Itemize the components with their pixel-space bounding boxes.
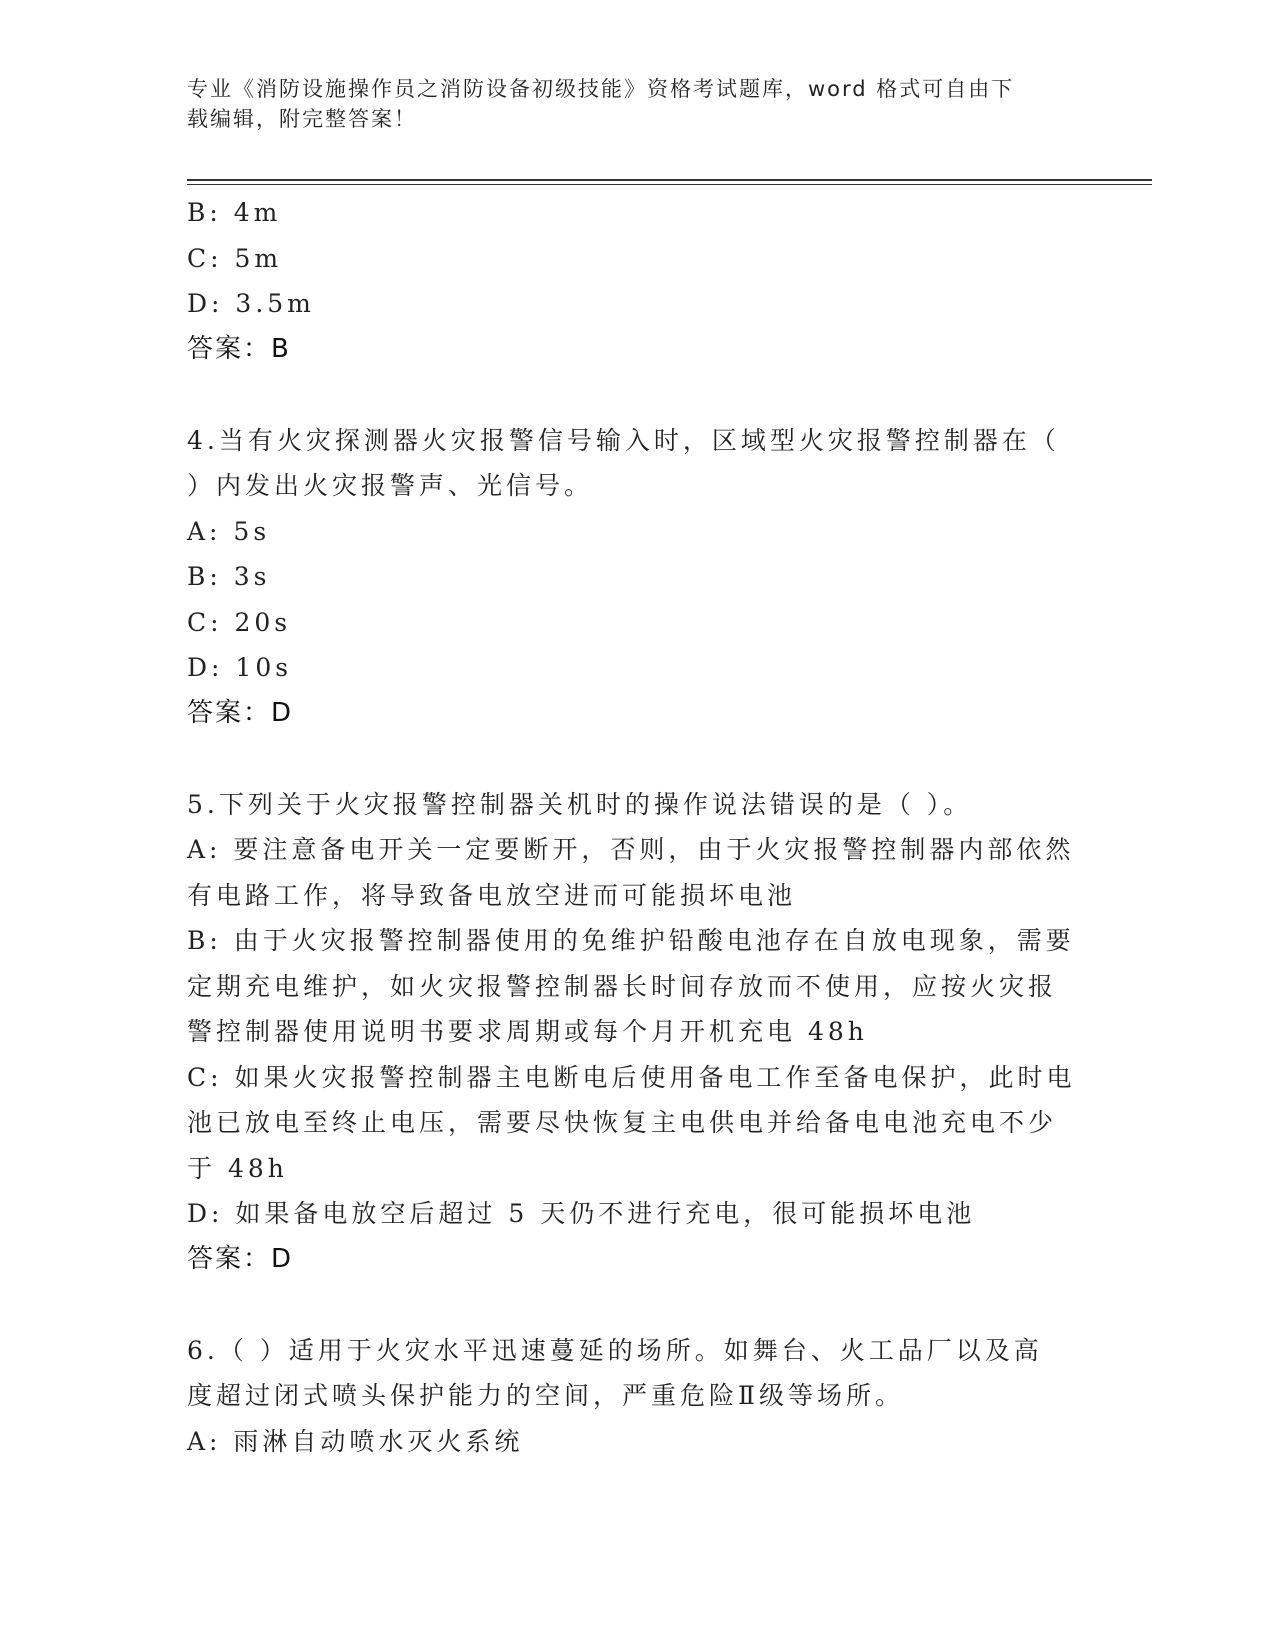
header-divider-thin [187, 184, 1152, 185]
question-6 [187, 1328, 1087, 1465]
header-line-1: 专业《消防设施操作员之消防设备初级技能》资格考试题库，word 格式可自由下 [187, 77, 1015, 101]
spacer [187, 1282, 1087, 1328]
option-a: A: 雨淋自动喷水灭火系统 [187, 1426, 524, 1456]
header-divider-thick [187, 179, 1152, 181]
spacer [187, 736, 1087, 782]
option-c: C: 5m [187, 243, 283, 273]
option-a: A: 5s [187, 516, 271, 546]
option-b: B: 3s [187, 562, 271, 591]
answer: 答案：B [187, 333, 291, 364]
question-4 [187, 418, 1087, 737]
option-d: D: 10s [187, 653, 293, 682]
question-stem-line: ）内发出火灾报警声、光信号。 [187, 471, 594, 500]
question-content [187, 190, 1087, 1464]
option-c: C: 20s [187, 607, 292, 637]
option-c-continued: 于 48h [187, 1153, 288, 1183]
option-d: D: 如果备电放空后超过 5 天仍不进行充电，很可能损坏电池 [187, 1199, 976, 1228]
option-c: C: 如果火灾报警控制器主电断电后使用备电工作至备电保护，此时电 [187, 1062, 1076, 1092]
question-stem-line: 5.下列关于火灾报警控制器关机时的操作说法错误的是（ ）。 [187, 789, 973, 819]
page-header [187, 74, 1067, 134]
option-b-continued: 定期充电维护，如火灾报警控制器长时间存放而不使用，应按火灾报 [187, 971, 1058, 1001]
question-3-tail [187, 190, 1087, 372]
question-5 [187, 782, 1087, 1283]
answer: 答案：D [187, 1243, 294, 1274]
option-b: B: 4m [187, 198, 282, 227]
question-stem-line: 度超过闭式喷头保护能力的空间，严重危险Ⅱ级等场所。 [187, 1381, 904, 1410]
option-a: A: 要注意备电开关一定要断开，否则，由于火灾报警控制器内部依然 [187, 835, 1075, 864]
option-b: B: 由于火灾报警控制器使用的免维护铅酸电池存在自放电现象，需要 [187, 926, 1075, 955]
option-c-continued: 池已放电至终止电压，需要尽快恢复主电供电并给备电电池充电不少 [187, 1108, 1058, 1137]
option-d: D: 3.5m [187, 289, 315, 318]
option-a-continued: 有电路工作，将导致备电放空进而可能损坏电池 [187, 880, 797, 910]
question-stem-line: 6.（ ）适用于火灾水平迅速蔓延的场所。如舞台、火工品厂以及高 [187, 1335, 1043, 1365]
header-line-2: 载编辑，附完整答案！ [187, 107, 417, 131]
answer: 答案：D [187, 697, 294, 728]
spacer [187, 372, 1087, 418]
option-b-continued: 警控制器使用说明书要求周期或每个月开机充电 48h [187, 1017, 868, 1046]
question-stem-line: 4.当有火灾探测器火灾报警信号输入时，区域型火灾报警控制器在（ [187, 425, 1060, 455]
